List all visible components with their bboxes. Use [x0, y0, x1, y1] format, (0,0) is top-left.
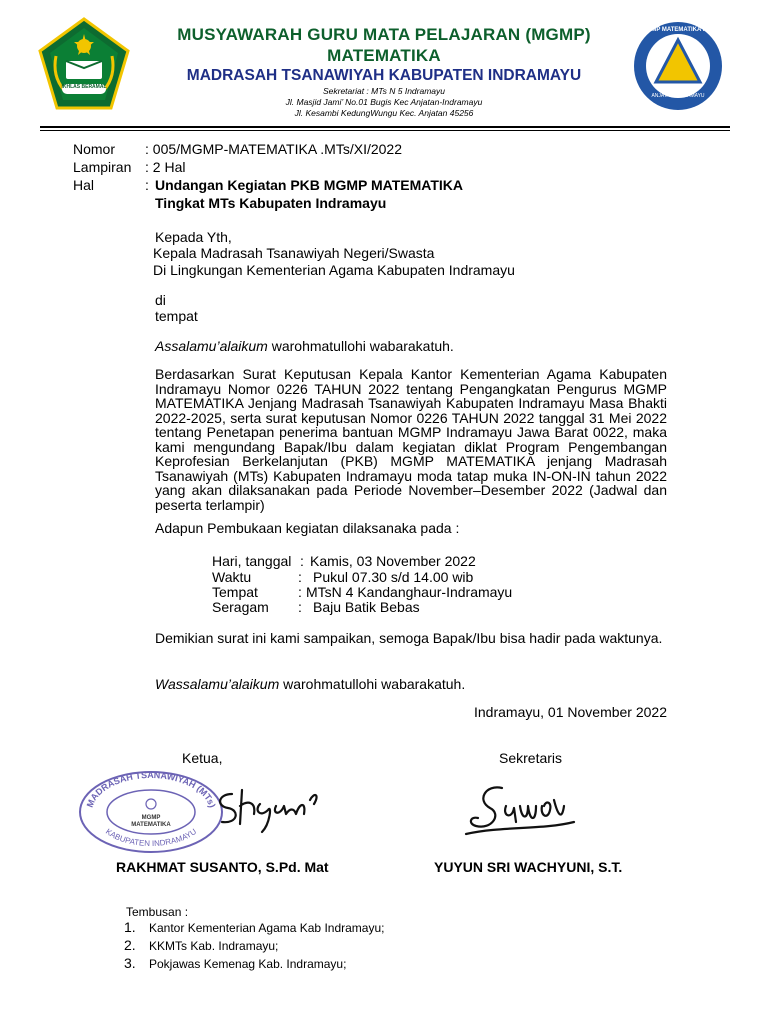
tembusan-item-2: KKMTs Kab. Indramayu;	[149, 939, 279, 953]
schedule-colon-time: :	[298, 569, 302, 585]
stamp-icon	[78, 770, 224, 854]
org-title-line3: MADRASAH TSANAWIYAH KABUPATEN INDRAMAYU	[186, 67, 582, 84]
closing-salam	[155, 676, 465, 692]
closing-salam-word: Wassalamu’alaikum	[155, 676, 280, 692]
greeting-salam: Assalamu’alaikum	[155, 338, 268, 354]
stamp-center-line2: MATEMATIKA	[131, 822, 171, 828]
tembusan-num-2: 2.	[124, 937, 136, 953]
lampiran-label: Lampiran	[73, 159, 132, 175]
schedule-colon-place: :	[298, 584, 302, 600]
recipient-line3: Di Lingkungan Kementerian Agama Kabupaten Indramayu	[153, 262, 515, 278]
org-title-line1: MUSYAWARAH GURU MATA PELAJARAN (MGMP)	[177, 25, 591, 44]
tembusan-num-1: 1.	[124, 919, 136, 935]
greeting	[155, 338, 454, 354]
recipient-line4: di	[155, 292, 166, 308]
hal-label: Hal	[73, 177, 95, 193]
schedule-label-uniform: Seragam	[212, 599, 269, 615]
tembusan-label: Tembusan :	[126, 905, 189, 919]
schedule-label-time: Waktu	[212, 569, 252, 585]
secretary-name: YUYUN SRI WACHYUNI, S.T.	[434, 859, 623, 875]
left-logo-text: IKHLAS BERAMAL	[61, 84, 107, 90]
stamp-center-line1: MGMP	[141, 815, 161, 821]
body-paragraph: Berdasarkan Surat Keputusan Kepala Kantor Kementerian Agama Kabupaten Indramayu Nomor 0226 TAHUN 2022 tentang Pengangkatan Pengurus MGMP MATEMATIKA Jenjang Madrasah Tsanawiyah Kabupaten Indramayu Masa Bhakti 2022-2025, serta surat keputusan Nomor 0226 TAHUN 2022 tanggal 31 Mei 2022 tentang Penetapan penerima bantuan MGMP Indramayu Jawa Barat 0022, maka kami mengundang Bapak/Ibu dalam kegiatan diklat Program Pengembangan Keprofesian Berkelanjutan (PKB) MGMP MATEMATIKA jenjang Madrasah Tsanawiyah (MTs) Kabupaten Indramayu moda tatap muka IN-ON-IN tahun 2022 yang akan dilaksanakan pada Periode November–Desember 2022 (Jadwal dan peserta terlampir)	[155, 366, 667, 513]
schedule-label-place: Tempat	[212, 584, 258, 600]
hal-value-line1: Undangan Kegiatan PKB MGMP MATEMATIKA	[155, 177, 463, 193]
greeting-rest: warohmatullohi wabarakatuh.	[267, 338, 454, 354]
schedule-value-date: Kamis, 03 November 2022	[310, 553, 476, 569]
recipient-line1: Kepada Yth,	[155, 229, 232, 245]
schedule-value-place: MTsN 4 Kandanghaur-Indramayu	[306, 584, 513, 600]
tembusan-item-3: Pokjawas Kemenag Kab. Indramayu;	[149, 957, 347, 971]
chairman-signature-icon	[210, 780, 330, 835]
chairman-title: Ketua,	[182, 750, 223, 766]
closing-salam-rest: warohmatullohi wabarakatuh.	[279, 676, 466, 692]
hal-value-line2: Tingkat MTs Kabupaten Indramayu	[155, 195, 387, 211]
header-divider-thin	[40, 130, 730, 131]
schedule-colon-date: :	[300, 553, 304, 569]
secretary-signature-icon	[462, 776, 582, 846]
nomor-label: Nomor	[73, 141, 116, 157]
tembusan-num-3: 3.	[124, 955, 136, 971]
secretariat-line: Sekretariat : MTs N 5 Indramayu	[322, 86, 446, 96]
opening-line: Adapun Pembukaan kegiatan dilaksanaka pada :	[155, 520, 460, 536]
org-title-line2: MATEMATIKA	[327, 46, 441, 65]
schedule-value-uniform: Baju Batik Bebas	[313, 599, 420, 615]
hal-colon: :	[145, 177, 149, 193]
nomor-value: : 005/MGMP-MATEMATIKA .MTs/XI/2022	[145, 141, 402, 157]
right-logo-bottom-text: ANJATAN INDRAMAYU	[651, 93, 705, 99]
recipient-line5: tempat	[155, 308, 198, 324]
stamp-top-text: MADRASAH TSANAWIYAH (MTs)	[84, 770, 218, 809]
chairman-name: RAKHMAT SUSANTO, S.Pd. Mat	[116, 859, 329, 875]
place-date: Indramayu, 01 November 2022	[474, 704, 667, 720]
header-divider	[40, 126, 730, 128]
lampiran-value: : 2 Hal	[145, 159, 186, 175]
schedule-colon-uniform: :	[298, 599, 302, 615]
stamp-bottom-text: KABUPATEN INDRAMAYU	[103, 826, 199, 849]
schedule-label-date: Hari, tanggal	[212, 553, 292, 569]
secretary-title: Sekretaris	[499, 750, 563, 766]
tembusan-item-1: Kantor Kementerian Agama Kab Indramayu;	[149, 921, 385, 935]
recipient-line2: Kepala Madrasah Tsanawiyah Negeri/Swasta	[153, 245, 435, 261]
schedule-value-time: Pukul 07.30 s/d 14.00 wib	[313, 569, 474, 585]
right-logo-text: MGMP MATEMATIKA MTs	[641, 27, 715, 33]
closing-paragraph: Demikian surat ini kami sampaikan, semoga Bapak/Ibu bisa hadir pada waktunya.	[155, 630, 663, 646]
address-line2: Jl. Kesambi KedungWungu Kec. Anjatan 45256	[294, 108, 474, 118]
address-line1: Jl. Masjid Jami’ No.01 Bugis Kec Anjatan-Indramayu	[285, 97, 483, 107]
